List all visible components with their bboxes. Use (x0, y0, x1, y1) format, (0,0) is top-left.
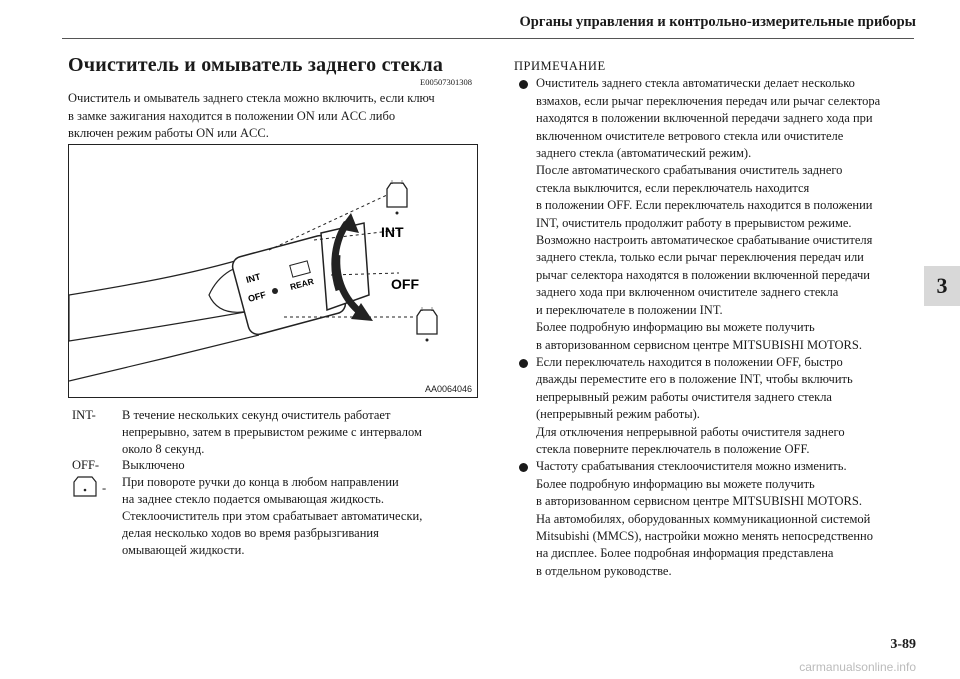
running-header: Органы управления и контрольно-измерительные приборы (519, 14, 916, 30)
note-line: в отдельном руководстве. (536, 563, 672, 578)
intro-line: в замке зажигания находится в положении ON или ACC либо (68, 108, 396, 123)
legend-item-int (68, 407, 478, 459)
legend-description (122, 474, 472, 559)
note-line: непрерывный режим работы очистителя заднего стекла (536, 389, 832, 404)
section-code: E00507301308 (420, 77, 472, 87)
note-line: включенном очистителе ветрового стекла или очистителе (536, 128, 844, 143)
note-line: После автоматического срабатывания очиститель заднего (536, 163, 843, 178)
legend-line: непрерывно, затем в прерывистом режиме с интервалом (122, 425, 422, 439)
note-line: взмахов, если рычаг переключения передач или рычаг селектора (536, 93, 881, 108)
figure-code: AA0064046 (424, 384, 472, 394)
legend-line: Выключено (122, 458, 185, 472)
note-bullet (514, 354, 914, 458)
note-block (514, 58, 914, 580)
legend-description (122, 407, 472, 458)
note-line: (непрерывный режим работы). (536, 407, 700, 422)
section-title: Очиститель и омыватель заднего стекла (68, 54, 444, 76)
note-line: Очиститель заднего стекла автоматически делает несколько (536, 76, 855, 91)
note-line: заднего стекла (автоматический режим). (536, 146, 752, 161)
note-bullet (514, 75, 914, 354)
legend-line: около 8 секунд. (122, 442, 205, 456)
note-line: заднего хода при включенном очистителе заднего стекла (536, 285, 839, 300)
intro-line: Очиститель и омыватель заднего стекла можно включить, если ключ (68, 91, 435, 105)
note-line: в положении OFF. Если переключатель находится в положении (536, 198, 873, 213)
int-position-label: INT (381, 224, 404, 240)
note-line: и переключателе в положении INT. (536, 302, 723, 317)
intro-line: включен режим работы ON или ACC. (68, 126, 269, 140)
legend-dash: - (102, 481, 107, 495)
lever-rear-label: REAR (288, 276, 315, 292)
note-line: Частоту срабатывания стеклоочистителя можно изменить. (536, 459, 847, 474)
bullet-icon (519, 359, 528, 368)
wiper-switch-figure (68, 144, 478, 398)
legend-key: OFF- (72, 458, 100, 472)
legend-line: делая несколько ходов во время разбрызгивания (122, 526, 379, 540)
legend-line: В течение нескольких секунд очиститель работает (122, 408, 391, 422)
note-line: стекла выключится, если переключатель находится (536, 180, 810, 195)
wiper-lever-illustration (69, 145, 477, 397)
watermark: carmanualsonline.info (799, 660, 916, 674)
note-line: Возможно настроить автоматическое срабатывание очистителя (536, 233, 873, 248)
legend-line: При повороте ручки до конца в любом направлении (122, 475, 399, 489)
off-position-label: OFF (391, 276, 419, 292)
legend-key-washer (72, 476, 107, 503)
note-line: Более подробную информацию вы можете получить (536, 476, 815, 491)
column-outline (69, 335, 259, 381)
note-line: в авторизованном сервисном центре MITSUBISHI MOTORS. (536, 494, 862, 509)
note-line: в авторизованном сервисном центре MITSUBISHI MOTORS. (536, 337, 862, 352)
note-line: Для отключения непрерывной работы очистителя заднего (536, 424, 845, 439)
note-heading: ПРИМЕЧАНИЕ (514, 59, 606, 73)
legend-item-off (68, 457, 478, 475)
note-line: находятся в положении включенной передачи заднего хода при (536, 111, 873, 126)
note-line: на дисплее. Более подробная информация представлена (536, 546, 834, 561)
note-line: Mitsubishi (MMCS), настройки можно менять непосредственно (536, 528, 873, 543)
legend-line: на заднее стекло подается омывающая жидкость. (122, 492, 384, 506)
legend-description (122, 457, 472, 474)
note-line: На автомобилях, оборудованных коммуникационной системой (536, 511, 871, 526)
note-line: стекла поверните переключатель в положение OFF. (536, 441, 810, 456)
intro-paragraph (68, 90, 478, 143)
bullet-icon (519, 463, 528, 472)
page-number: 3-89 (890, 637, 916, 652)
note-bullet (514, 458, 914, 580)
note-line: Более подробную информацию вы можете получить (536, 320, 815, 335)
washer-icon (417, 307, 437, 342)
legend-key: INT- (72, 408, 96, 422)
note-line: заднего стекла, только если рычаг переключения передач или (536, 250, 864, 265)
washer-icon (72, 476, 98, 498)
legend-line: Стеклоочиститель при этом срабатывает автоматически, (122, 509, 423, 523)
lever-off-label: OFF (246, 289, 267, 304)
note-line: рычаг селектора находятся в положении включенной передачи (536, 267, 870, 282)
lever-int-label: INT (244, 271, 262, 285)
legend-line: омывающей жидкости. (122, 543, 245, 557)
position-mark-icon (272, 288, 278, 294)
note-line: Если переключатель находится в положении OFF, быстро (536, 354, 843, 369)
chapter-tab: 3 (924, 266, 960, 306)
header-divider (62, 38, 914, 39)
note-line: INT, очиститель продолжит работу в прерывистом режиме. (536, 215, 852, 230)
note-line: дважды переместите его в положение INT, чтобы включить (536, 372, 853, 387)
washer-icon (387, 180, 407, 215)
bullet-icon (519, 80, 528, 89)
legend-item-washer (68, 474, 478, 560)
